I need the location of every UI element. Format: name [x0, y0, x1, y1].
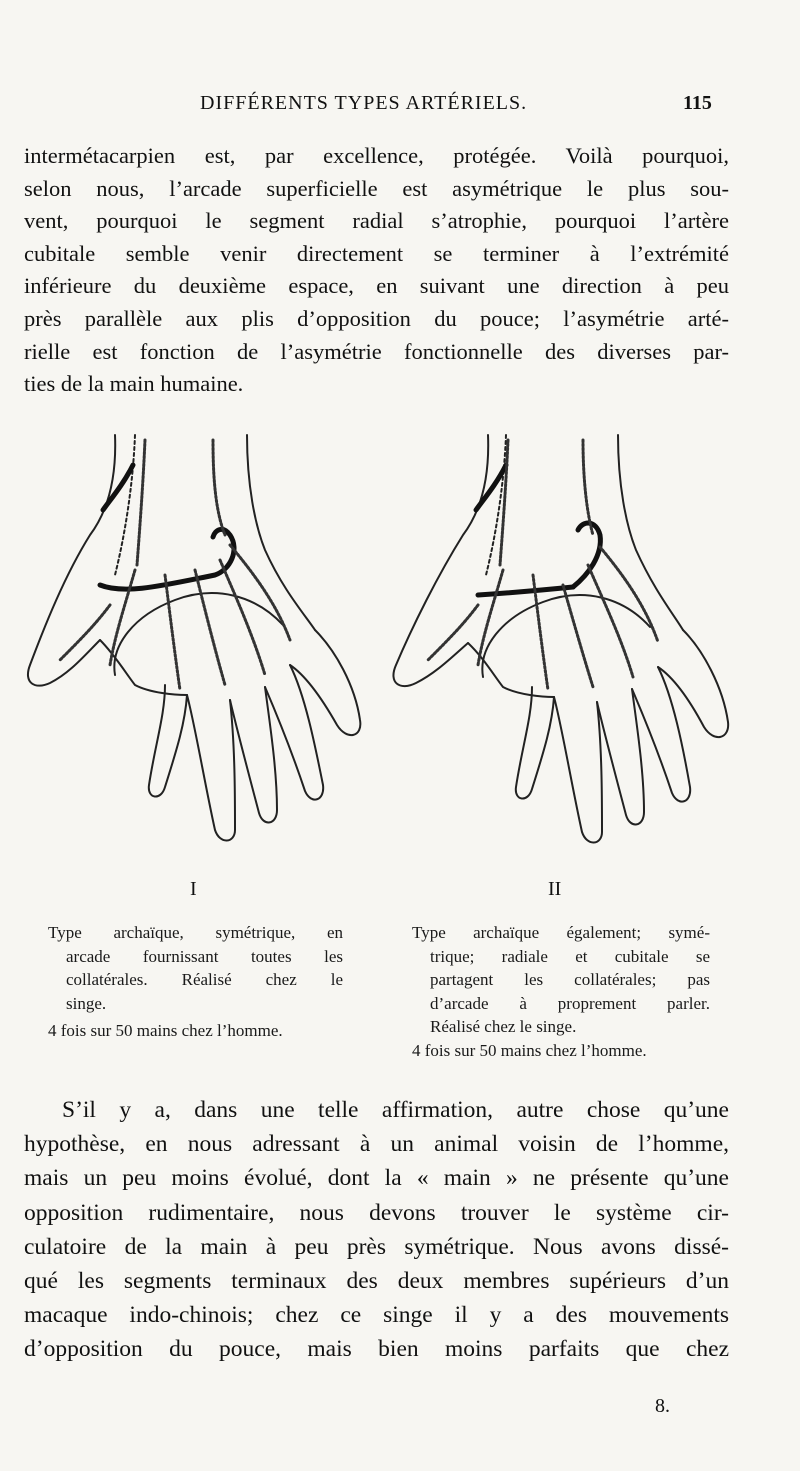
text-line: S’il y a, dans une telle affirmation, autre chose qu’une	[62, 1097, 729, 1123]
text-line: cubitale semble venir directement se terminer à l’extrémité	[24, 240, 729, 266]
figure-hand-no-arcade	[378, 425, 748, 865]
text-line: qué les segments terminaux des deux membres supérieurs d’un	[24, 1268, 729, 1295]
page-number: 115	[683, 92, 712, 114]
figure-caption	[48, 921, 343, 1043]
text-line: près parallèle aux plis d’opposition du pouce; l’asymétrie arté-	[24, 305, 729, 331]
text-line: macaque indo-chinois; chez ce singe il y a des mouvements	[24, 1302, 729, 1329]
caption-line: Type archaïque également; symé-	[412, 923, 710, 942]
running-title: DIFFÉRENTS TYPES ARTÉRIELS.	[200, 92, 528, 114]
text-line: mais un peu moins évolué, dont la « main » ne présente qu’une	[24, 1165, 729, 1192]
text-line: inférieure du deuxième espace, en suivant une direction à peu	[24, 273, 729, 299]
figure-number: I	[190, 878, 197, 900]
caption-line: 4 fois sur 50 mains chez l’homme.	[48, 1021, 283, 1040]
figure-hand-symmetric-arcade	[15, 425, 385, 865]
text-line: intermétacarpien est, par excellence, protégée. Voilà pourquoi,	[24, 143, 729, 168]
text-line: selon nous, l’arcade superficielle est asymétrique le plus sou-	[24, 175, 729, 201]
text-line: ties de la main humaine.	[24, 371, 244, 397]
running-head	[0, 92, 800, 122]
signature-mark: 8.	[655, 1395, 670, 1417]
bottom-paragraph	[24, 1093, 729, 1367]
caption-line: d’arcade à proprement parler.	[430, 993, 710, 1013]
text-line: hypothèse, en nous adressant à un animal voisin de l’homme,	[24, 1131, 729, 1158]
figure-number: II	[548, 878, 562, 900]
caption-line: Type archaïque, symétrique, en	[48, 923, 343, 942]
caption-line: arcade fournissant toutes les	[66, 946, 343, 966]
caption-line: partagent les collatérales; pas	[430, 970, 710, 989]
hand-arteries-drawing	[378, 425, 748, 865]
text-line: d’opposition du pouce, mais bien moins parfaits que chez	[24, 1336, 729, 1363]
top-paragraph	[24, 140, 729, 401]
figure-caption	[412, 921, 710, 1062]
caption-line: 4 fois sur 50 mains chez l’homme.	[412, 1040, 647, 1060]
text-line: culatoire de la main à peu près symétrique. Nous avons dissé-	[24, 1233, 729, 1260]
caption-line: collatérales. Réalisé chez le	[66, 970, 343, 989]
text-line: rielle est fonction de l’asymétrie fonctionnelle des diverses par-	[24, 338, 729, 364]
text-line: vent, pourquoi le segment radial s’atrophie, pourquoi l’artère	[24, 208, 729, 234]
caption-line: trique; radiale et cubitale se	[430, 946, 710, 966]
caption-line: Réalisé chez le singe.	[430, 1017, 577, 1036]
hand-arteries-drawing	[15, 425, 385, 865]
caption-line: singe.	[66, 993, 107, 1013]
text-line: opposition rudimentaire, nous devons trouver le système cir-	[24, 1199, 729, 1226]
